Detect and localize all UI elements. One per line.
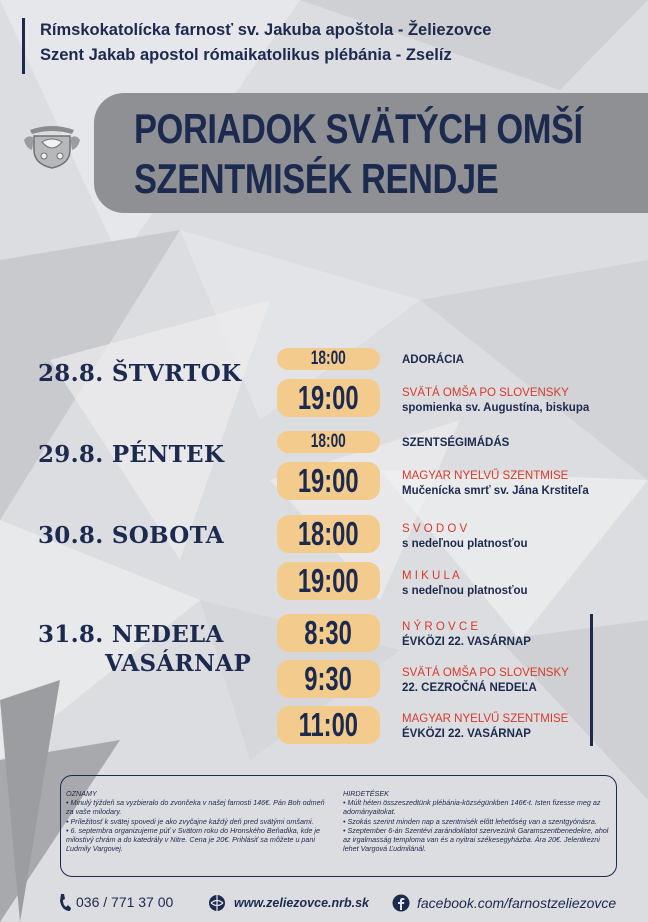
facebook-icon bbox=[392, 894, 410, 912]
event-text: SVÄTÁ OMŠA PO SLOVENSKY spomienka sv. Augustína, biskupa bbox=[402, 387, 590, 414]
time-pill: 19:00 bbox=[277, 379, 380, 417]
event-text: MAGYAR NYELVŰ SZENTMISE Mučenícka smrť sv. Jána Krstiteľa bbox=[402, 470, 589, 497]
time-pill: 19:00 bbox=[277, 462, 380, 500]
notices-hu: HIRDETÉSEK • Múlt héten összeszedtünk plébánia-községünkben 146€-t. Isten fizesse meg az adományaitokat. • Szokás szerint minden nap a szentmisék előtt lehetőség van a szentgyónásra. • Szeptember 6-án Szentévi zarándoklatot szervezünk Garamszentbenedekre, ahol az irgalmasság temploma van és a nyitrai székesegyházba. Ára 20€. Jelentkezni lehet Vargová Ľudmilánál. bbox=[343, 789, 609, 854]
time-pill: 18:00 bbox=[277, 431, 380, 453]
event-text: N Ý R O V C E ÉVKÖZI 22. VASÁRNAP bbox=[402, 621, 531, 648]
day-label: 31.8. NEDEĽA bbox=[38, 621, 224, 648]
coat-of-arms-icon bbox=[22, 120, 82, 170]
time-pill: 18:00 bbox=[277, 515, 380, 553]
title-hu: SZENTMISÉK RENDJE bbox=[134, 155, 499, 202]
time-pill: 9:30 bbox=[277, 660, 380, 698]
event-text: S V O D O V s nedeľnou platnosťou bbox=[402, 523, 528, 550]
phone-number[interactable]: 036 / 771 37 00 bbox=[76, 894, 174, 910]
notices-sk: OZNAMY • Minulý týždeň sa vyzbieralo do zvončeka v našej farnosti 146€. Pán Boh odmeň za vaše milodary. • Príležitosť k svätej spovedi je ako zvyčajne každý deň pred svätými omšami. • 6. septembra organizujeme púť v Svätom roku do Hronského Beňadika, kde je milostivý chrám a do katedrály v Nitre. Cena je 20€. Prihlásiť sa môžete u pani Ľudmily Vargovej. bbox=[66, 789, 325, 854]
title-sk: PORIADOK SVÄTÝCH OMŠÍ bbox=[134, 105, 583, 152]
event-text: MAGYAR NYELVŰ SZENTMISE ÉVKÖZI 22. VASÁRNAP bbox=[402, 713, 569, 740]
day-label: 28.8. ŠTVRTOK bbox=[38, 360, 242, 387]
parish-name-sk: Rímskokatolícka farnosť sv. Jakuba apoštola - Želiezovce bbox=[40, 21, 492, 39]
event-text: SVÄTÁ OMŠA PO SLOVENSKY 22. CEZROČNÁ NEDEĽA bbox=[402, 667, 569, 694]
time-pill: 11:00 bbox=[277, 706, 380, 744]
event-text: SZENTSÉGIMÁDÁS bbox=[402, 437, 510, 449]
day-label: 30.8. SOBOTA bbox=[38, 522, 224, 549]
sunday-divider bbox=[590, 614, 593, 746]
phone-icon bbox=[58, 893, 72, 913]
event-text: ADORÁCIA bbox=[402, 354, 464, 366]
website-link[interactable]: www.zeliezovce.nrb.sk bbox=[234, 896, 370, 910]
event-text: M I K U L A s nedeľnou platnosťou bbox=[402, 570, 528, 597]
day-label-hu: VASÁRNAP bbox=[105, 650, 252, 677]
day-label: 29.8. PÉNTEK bbox=[38, 441, 225, 468]
time-pill: 18:00 bbox=[277, 348, 380, 370]
globe-icon bbox=[208, 894, 226, 912]
header-accent-bar bbox=[22, 18, 25, 74]
time-pill: 8:30 bbox=[277, 614, 380, 652]
time-pill: 19:00 bbox=[277, 562, 380, 600]
facebook-link[interactable]: facebook.com/farnostzeliezovce bbox=[417, 895, 617, 911]
parish-name-hu: Szent Jakab apostol rómaikatolikus plébánia - Zselíz bbox=[40, 46, 452, 64]
